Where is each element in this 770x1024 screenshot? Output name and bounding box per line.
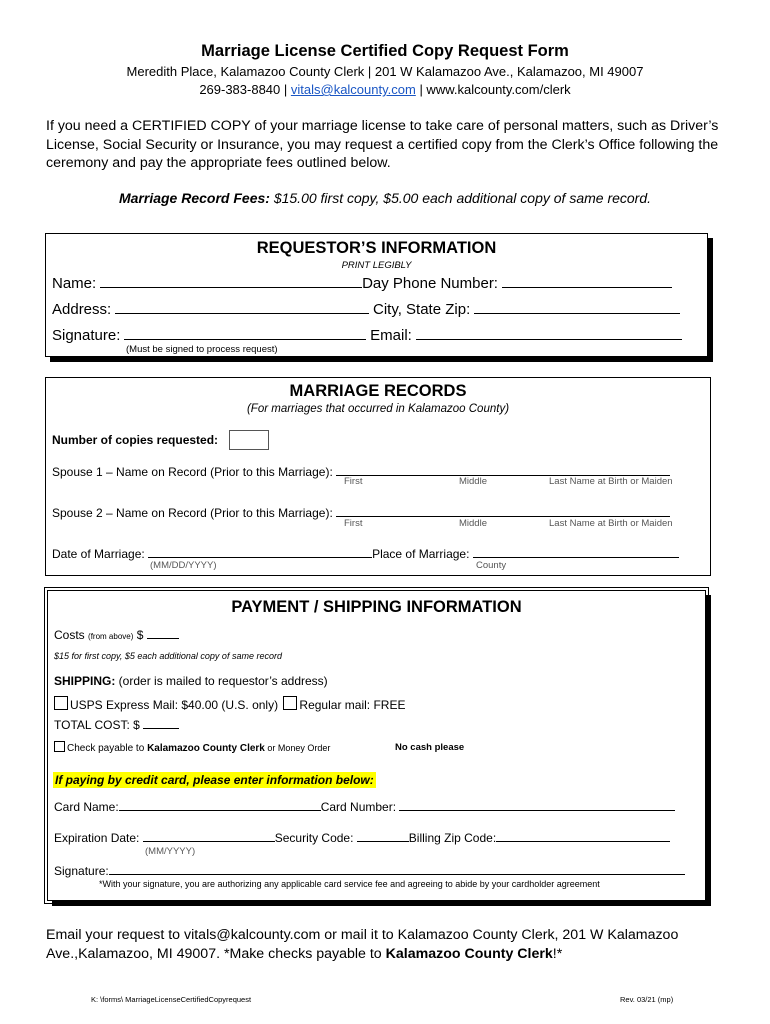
card-signature-row (54, 864, 685, 878)
fees-label: Marriage Record Fees: (118, 190, 270, 206)
copies-input[interactable] (229, 430, 269, 450)
day-phone-field[interactable] (502, 274, 672, 288)
spouse2-field[interactable] (336, 503, 670, 517)
check-payee: Kalamazoo County Clerk (147, 743, 265, 754)
address-row (52, 300, 680, 318)
card-signature-note: *With your signature, you are authorizing any applicable card service fee and agreeing to abide by your cardholder agreement (99, 879, 600, 889)
fees-text: $15.00 first copy, $5.00 each additional copy of same record. (269, 190, 652, 206)
contact-line (0, 82, 770, 97)
card-signature-field[interactable] (109, 864, 685, 875)
name-row (52, 274, 672, 292)
expiration-format-caption: (MM/YYYY) (145, 846, 196, 857)
shipping-options-row (54, 696, 405, 712)
total-cost-row (54, 718, 179, 732)
payment-section (47, 590, 706, 901)
costs-row (54, 628, 179, 642)
expiration-row (54, 831, 670, 845)
payment-title: PAYMENT / SHIPPING INFORMATION (231, 598, 522, 616)
email-field[interactable] (416, 326, 682, 340)
email-link[interactable]: vitals@kalcounty.com (290, 82, 416, 97)
spouse1-field[interactable] (336, 462, 670, 476)
spouse2-last-caption: Last Name at Birth or Maiden (549, 518, 673, 529)
shipping-label: SHIPPING: (54, 674, 116, 688)
card-name-field[interactable] (119, 800, 321, 811)
county-caption: County (476, 560, 507, 571)
marriage-records-subtitle: (For marriages that occurred in Kalamazoo County) (246, 403, 510, 415)
marriage-records-title: MARRIAGE RECORDS (289, 382, 467, 400)
from-above-note: (from above) (88, 632, 134, 641)
card-number-label: Card Number: (320, 800, 397, 814)
card-row (54, 800, 675, 814)
spouse2-middle-caption: Middle (459, 518, 487, 529)
credit-card-banner (53, 771, 376, 787)
spouse1-middle-caption: Middle (459, 476, 487, 487)
place-of-marriage-label: Place of Marriage: (372, 547, 470, 561)
copies-label: Number of copies requested: (52, 433, 219, 447)
website-text: | www.kalcounty.com/clerk (415, 82, 571, 97)
spouse1-last-caption: Last Name at Birth or Maiden (549, 476, 673, 487)
spouse2-first-caption: First (344, 518, 363, 529)
check-checkbox[interactable] (54, 741, 65, 752)
marriage-records-section (45, 377, 711, 576)
place-of-marriage-field[interactable] (473, 544, 679, 558)
expiration-label: Expiration Date: (54, 831, 140, 845)
signature-field[interactable] (124, 326, 366, 340)
name-label: Name: (52, 275, 97, 292)
signature-note: (Must be signed to process request) (126, 344, 278, 355)
date-place-row (52, 544, 679, 561)
card-number-field[interactable] (399, 800, 675, 811)
regular-mail-label: Regular mail: FREE (299, 698, 406, 712)
email-label: Email: (370, 327, 412, 344)
check-pre: Check payable to (67, 743, 148, 754)
closing-text: Email your request to vitals@kalcounty.com or mail it to Kalamazoo County Clerk, 201 W Kalamazoo Ave.,Kalamazoo, MI 49007. *Make checks payable to (46, 927, 679, 962)
closing-end: !* (552, 945, 563, 962)
usps-label: USPS Express Mail: $40.00 (U.S. only) (70, 698, 279, 712)
intro-paragraph: If you need a CERTIFIED COPY of your marriage license to take care of personal matters, such as Driver’s License, Social Security or Insurance, you may request a certified copy from the Clerk’s Office following the ceremony and pay the appropriate fees outlined below. (46, 118, 719, 171)
card-signature-label: Signature: (54, 864, 109, 878)
total-cost-field[interactable] (143, 718, 179, 729)
usps-checkbox[interactable] (54, 696, 68, 710)
billing-zip-field[interactable] (496, 831, 670, 842)
footer-revision: Rev. 03/21 (mp) (620, 995, 674, 1004)
security-code-field[interactable] (357, 831, 409, 842)
requestor-section (45, 233, 708, 357)
shipping-row (54, 674, 328, 688)
city-state-zip-label: City, State Zip: (372, 301, 471, 318)
requestor-title: REQUESTOR’S INFORMATION (256, 239, 497, 257)
footer-path: K: \forms\ MarriageLicenseCertifiedCopyrequest (91, 995, 252, 1004)
expiration-field[interactable] (143, 831, 275, 842)
clerk-address: Meredith Place, Kalamazoo County Clerk | 201 W Kalamazoo Ave., Kalamazoo, MI 49007 (126, 64, 644, 79)
costs-label: Costs (54, 628, 85, 642)
fees-line (0, 190, 770, 206)
regular-mail-checkbox[interactable] (283, 696, 297, 710)
shipping-text: (order is mailed to requestor’s address) (115, 674, 328, 688)
day-phone-label: Day Phone Number: (362, 275, 498, 292)
date-format-caption: (MM/DD/YYYY) (150, 560, 217, 571)
credit-card-heading: If paying by credit card, please enter information below: (55, 773, 374, 787)
total-cost-label: TOTAL COST: $ (54, 718, 140, 732)
check-post: or Money Order (264, 743, 331, 753)
spouse1-first-caption: First (344, 476, 363, 487)
print-legibly-note: PRINT LEGIBLY (341, 260, 412, 271)
security-code-label: Security Code: (274, 831, 354, 845)
check-row (54, 741, 330, 754)
date-of-marriage-label: Date of Marriage: (52, 547, 145, 561)
card-name-label: Card Name: (54, 800, 119, 814)
spouse1-label: Spouse 1 – Name on Record (Prior to this Marriage): (52, 465, 333, 479)
billing-zip-label: Billing Zip Code: (408, 831, 497, 845)
address-label: Address: (52, 301, 112, 318)
signature-label: Signature: (52, 327, 121, 344)
signature-row (52, 326, 682, 344)
date-of-marriage-field[interactable] (148, 544, 372, 558)
closing-payee: Kalamazoo County Clerk (385, 945, 553, 962)
costs-field[interactable] (147, 628, 179, 639)
phone-text: 269-383-8840 | (199, 82, 291, 97)
name-field[interactable] (100, 274, 362, 288)
closing-paragraph (46, 926, 726, 963)
costs-dollar: $ (133, 628, 144, 642)
form-title: Marriage License Certified Copy Request Form (201, 42, 569, 60)
address-field[interactable] (115, 300, 369, 314)
fee-note: $15 for first copy, $5 each additional copy of same record (54, 651, 282, 661)
city-state-zip-field[interactable] (474, 300, 680, 314)
spouse2-label: Spouse 2 – Name on Record (Prior to this Marriage): (52, 506, 333, 520)
no-cash-note: No cash please (395, 742, 465, 753)
